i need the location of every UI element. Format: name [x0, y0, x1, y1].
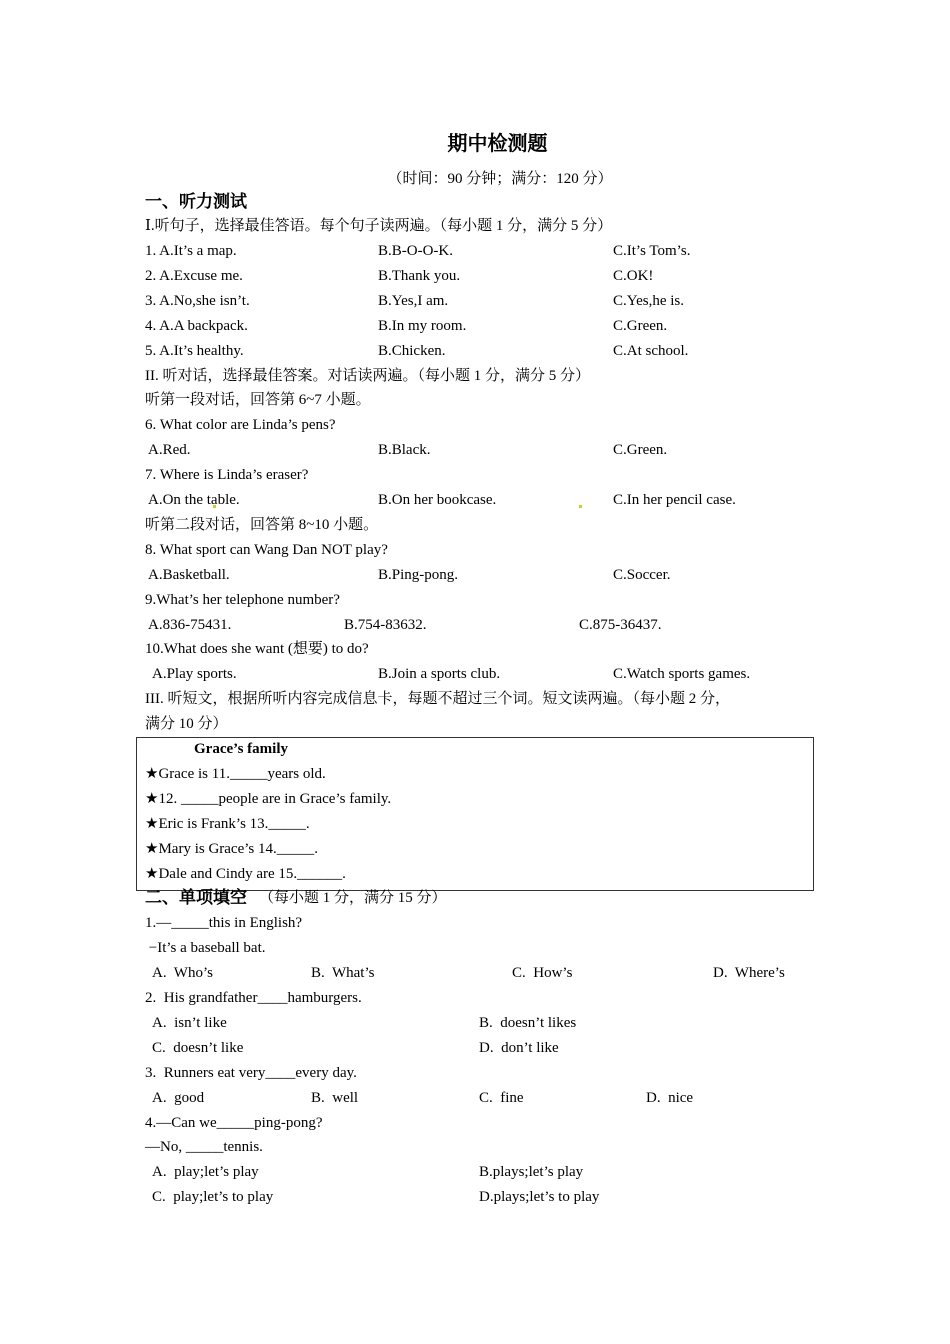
text: 4.—Can we_____ping-pong? [145, 1114, 323, 1131]
text: （每小题 1 分，满分 15 分） [259, 890, 447, 907]
text: —No, _____tennis. [145, 1139, 263, 1156]
text-line [0, 911, 950, 936]
text: 6. What color are Linda’s pens? [145, 417, 336, 434]
text-line [0, 986, 950, 1011]
text: II. 听对话，选择最佳答案。对话读两遍。（每小题 1 分，满分 5 分） [145, 367, 590, 384]
part-instructions [0, 214, 950, 239]
question-row [0, 339, 950, 364]
text: C.Green. [613, 442, 668, 459]
text: D. Where’s [713, 965, 785, 982]
text: Ⅰ.听句子，选择最佳答语。每个句子读两遍。（每小题 1 分，满分 5 分） [145, 218, 613, 234]
options-row [0, 563, 950, 588]
text: 满分 10 分） [145, 716, 228, 733]
text: 二、单项填空 [145, 888, 247, 909]
text: 2. A.Excuse me. [145, 267, 243, 284]
text: C.At school. [613, 342, 689, 359]
text: 1.—_____this in English? [145, 915, 303, 932]
text: B.B-O-O-K. [378, 243, 453, 259]
text-line [0, 787, 950, 812]
text: A. good [152, 1089, 205, 1106]
text: B. doesn’t likes [479, 1014, 577, 1031]
text: 1. A.It’s a map. [145, 243, 237, 259]
text: D. nice [646, 1089, 694, 1106]
text: B.On her bookcase. [378, 492, 497, 508]
text: A. Who’s [152, 965, 213, 982]
options-row [0, 1011, 950, 1036]
text-line [0, 862, 950, 887]
text: B.Yes,I am. [378, 292, 449, 309]
options-row [0, 613, 950, 638]
options-row [0, 1086, 950, 1111]
text: C. fine [479, 1089, 524, 1106]
question-row [0, 314, 950, 339]
options-row [0, 961, 950, 986]
text: 5. A.It’s healthy. [145, 342, 244, 359]
text: C.OK! [613, 267, 654, 284]
text: C.Green. [613, 317, 668, 334]
text: B.754-83632. [344, 616, 427, 633]
text-line [0, 513, 950, 538]
text: B.Thank you. [378, 267, 461, 284]
text: B.Join a sports club. [378, 666, 501, 683]
text: 3. A.No,she isn’t. [145, 292, 250, 309]
text: A.On the table. [148, 492, 240, 508]
text: 4. A.A backpack. [145, 317, 248, 334]
text: B.Ping-pong. [378, 566, 459, 583]
text: B.plays;let’s play [479, 1164, 584, 1181]
text: A.Basketball. [148, 566, 230, 583]
text-line [0, 1135, 950, 1160]
exam-info: （时间：90 分钟；满分：120 分） [387, 171, 613, 187]
text: 听第二段对话，回答第 8~10 小题。 [145, 516, 379, 533]
text: B.Chicken. [378, 342, 446, 359]
text: ★Mary is Grace’s 14._____. [145, 840, 318, 857]
text-line [0, 762, 950, 787]
text-line [0, 463, 950, 488]
text: B. What’s [311, 965, 375, 982]
text-line [0, 364, 950, 389]
text-line [0, 712, 950, 737]
text-line [0, 388, 950, 413]
text: A. isn’t like [152, 1014, 227, 1031]
text: C. How’s [512, 965, 573, 982]
page-title: 期中检测题 [447, 131, 548, 155]
text: 2. His grandfather____hamburgers. [145, 990, 362, 1006]
text: ★Grace is 11._____years old. [145, 765, 326, 782]
text: 10.What does she want (想要) to do? [145, 641, 369, 658]
text-line [0, 687, 950, 712]
text-line [0, 1061, 950, 1086]
text-line [0, 413, 950, 438]
question-row [0, 239, 950, 264]
text: C.Watch sports games. [613, 666, 751, 683]
text: C.Soccer. [613, 566, 671, 583]
text: 8. What sport can Wang Dan NOT play? [145, 541, 388, 558]
text: D. don’t like [479, 1039, 559, 1056]
text: 一、听力测试 [145, 192, 247, 212]
text: B. well [311, 1089, 359, 1106]
text: B.Black. [378, 442, 431, 459]
text: C.Yes,he is. [613, 292, 684, 309]
options-row [0, 1036, 950, 1061]
text: C.875-36437. [579, 616, 662, 633]
question-row [0, 289, 950, 314]
text: C. doesn’t like [152, 1039, 244, 1056]
options-row [0, 662, 950, 687]
text: B.In my room. [378, 317, 467, 334]
text-line [0, 837, 950, 862]
text: ★Dale and Cindy are 15.______. [145, 865, 346, 882]
text: ★Eric is Frank’s 13._____. [145, 815, 310, 832]
text: 9.What’s her telephone number? [145, 591, 340, 608]
text: D.plays;let’s to play [479, 1189, 600, 1206]
section-heading [0, 190, 950, 215]
text: 7. Where is Linda’s eraser? [145, 467, 309, 484]
text: 3. Runners eat very____every day. [145, 1064, 357, 1081]
text: III. 听短文，根据所听内容完成信息卡，每题不超过三个词。短文读两遍。（每小题 2 分， [145, 691, 730, 708]
options-row [0, 886, 950, 911]
text: ★12. _____people are in Grace’s family. [145, 790, 392, 807]
question-row [0, 264, 950, 289]
text: A.Play sports. [152, 666, 237, 683]
text-line [0, 812, 950, 837]
text-line [0, 588, 950, 613]
text: −It’s a baseball bat. [145, 940, 266, 957]
options-row [0, 488, 950, 513]
text: C.In her pencil case. [613, 492, 736, 508]
text: C.It’s Tom’s. [613, 243, 691, 259]
text-line [0, 936, 950, 961]
text-line [0, 1111, 950, 1136]
text-line [0, 737, 950, 762]
text-line [0, 637, 950, 662]
text: C. play;let’s to play [152, 1189, 274, 1206]
text-line [0, 538, 950, 563]
options-row [0, 1185, 950, 1210]
text: A. play;let’s play [152, 1164, 259, 1181]
text: A.Red. [148, 442, 191, 459]
text: Grace’s family [194, 741, 288, 757]
text: A.836-75431. [148, 616, 232, 633]
options-row [0, 438, 950, 463]
options-row [0, 1160, 950, 1185]
text: 听第一段对话，回答第 6~7 小题。 [145, 392, 371, 409]
